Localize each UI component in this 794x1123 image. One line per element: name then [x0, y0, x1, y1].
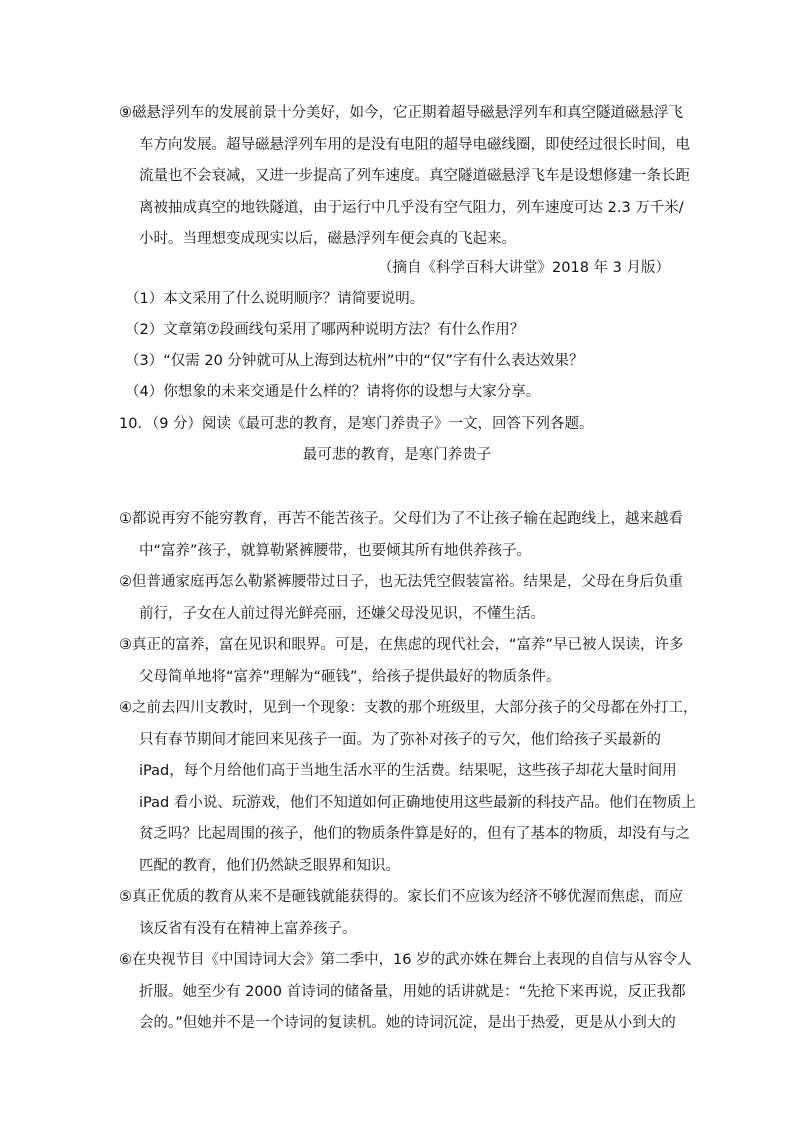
- article-paragraph-4: [119, 693, 698, 882]
- question-1: （1）本文采用了什么说明顺序？请简要说明。: [125, 291, 425, 307]
- source-citation: （摘自《科学百科大讲堂》2018 年 3 月版）: [378, 260, 670, 276]
- paragraph-line: ①都说再穷不能穷教育，再苦不能苦孩子。父母们为了不让孩子输在起跑线上，越来越看: [119, 511, 683, 527]
- article-paragraph-3: [119, 630, 684, 693]
- paragraph-line: ⑤真正优质的教育从来不是砸钱就能获得的。家长们不应该为经济不够优渥而焦虑，而应: [119, 889, 683, 905]
- paragraph-line: 匹配的教育，他们仍然缺乏眼界和知识。: [139, 857, 400, 874]
- question-10: 10．（9 分）阅读《最可悲的教育，是寒门养贵子》一文，回答下列各题。: [119, 416, 594, 432]
- paragraph-line: 该反省有没有在精神上富养孩子。: [139, 920, 357, 937]
- article-title: 最可悲的教育，是寒门养贵子: [302, 447, 492, 463]
- paragraph-line: 贫乏吗？比起周围的孩子，他们的物质条件算是好的，但有了基本的物质，却没有与之: [139, 826, 690, 842]
- paragraph-line: 中“富养”孩子，就算勒紧裤腰带，也要倾其所有地供养孩子。: [139, 542, 532, 559]
- paragraph-line: 会的。”但她并不是一个诗词的复读机。她的诗词沉淀，是出于热爱，更是从小到大的: [139, 1015, 676, 1031]
- paragraph-line: iPad 看小说、玩游戏，他们不知道如何正确地使用这些最新的科技产品。他们在物质上: [139, 794, 696, 811]
- paragraph-line: ⑥在央视节目《中国诗词大会》第二季中，16 岁的武亦姝在舞台上表现的自信与从容令人: [119, 952, 692, 968]
- paragraph-line: 前行，子女在人前过得光鲜亮丽，还嫌父母没见识，不懂生活。: [139, 605, 545, 622]
- paragraph-line: ④之前去四川支教时，见到一个现象：支教的那个班级里，大部分孩子的父母都在外打工，: [119, 700, 698, 716]
- paragraph-line: ②但普通家庭再怎么勒紧裤腰带过日子，也无法凭空假装富裕。结果是，父母在身后负重: [119, 574, 683, 590]
- paragraph-line: 车方向发展。超导磁悬浮列车用的是没有电阻的超导电磁线圈，即使经过很长时间，电: [139, 136, 690, 153]
- paragraph-line: 离被抽成真空的地铁隧道，由于运行中几乎没有空气阻力，列车速度可达 2.3 万千米/: [139, 199, 684, 216]
- paragraph-line: 折服。她至少有 2000 首诗词的储备量，用她的话讲就是：“先抢下来再说，反正我都: [139, 983, 686, 1000]
- paragraph-line: 流量也不会衰减，又进一步提高了列车速度。真空隧道磁悬浮飞车是设想修建一条长距: [139, 168, 690, 184]
- article-paragraph-6: [119, 945, 692, 1040]
- paragraph-line: ⑨磁悬浮列车的发展前景十分美好，如今，它正期着超导磁悬浮列车和真空隧道磁悬浮飞: [119, 105, 683, 121]
- paragraph-line: 小时。当理想变成现实以后，磁悬浮列车便会真的飞起来。: [139, 231, 516, 247]
- paragraph-line: 只有春节期间才能回来见孩子一面。为了弥补对孩子的亏欠，他们给孩子买最新的: [139, 731, 661, 748]
- question-2: （2）文章第⑦段画线句采用了哪两种说明方法？有什么作用？: [125, 322, 525, 338]
- paragraph-line: 父母简单地将“富养”理解为“砸钱”，给孩子提供最好的物质条件。: [139, 668, 561, 685]
- article-paragraph-5: [119, 882, 683, 945]
- article-paragraph-1: [119, 504, 683, 567]
- paragraph-line: ③真正的富养，富在见识和眼界。可是，在焦虑的现代社会，“富养”早已被人误读，许多: [119, 637, 684, 653]
- question-3: （3）“仅需 20 分钟就可从上海到达杭州”中的“仅”字有什么表达效果？: [125, 353, 584, 369]
- paragraph-9: [119, 98, 690, 256]
- article-paragraph-2: [119, 567, 683, 630]
- paragraph-line: iPad，每个月给他们高于当地生活水平的生活费。结果呢，这些孩子却花大量时间用: [139, 763, 677, 779]
- question-4: （4）你想象的未来交通是什么样的？请将你的设想与大家分享。: [125, 384, 541, 400]
